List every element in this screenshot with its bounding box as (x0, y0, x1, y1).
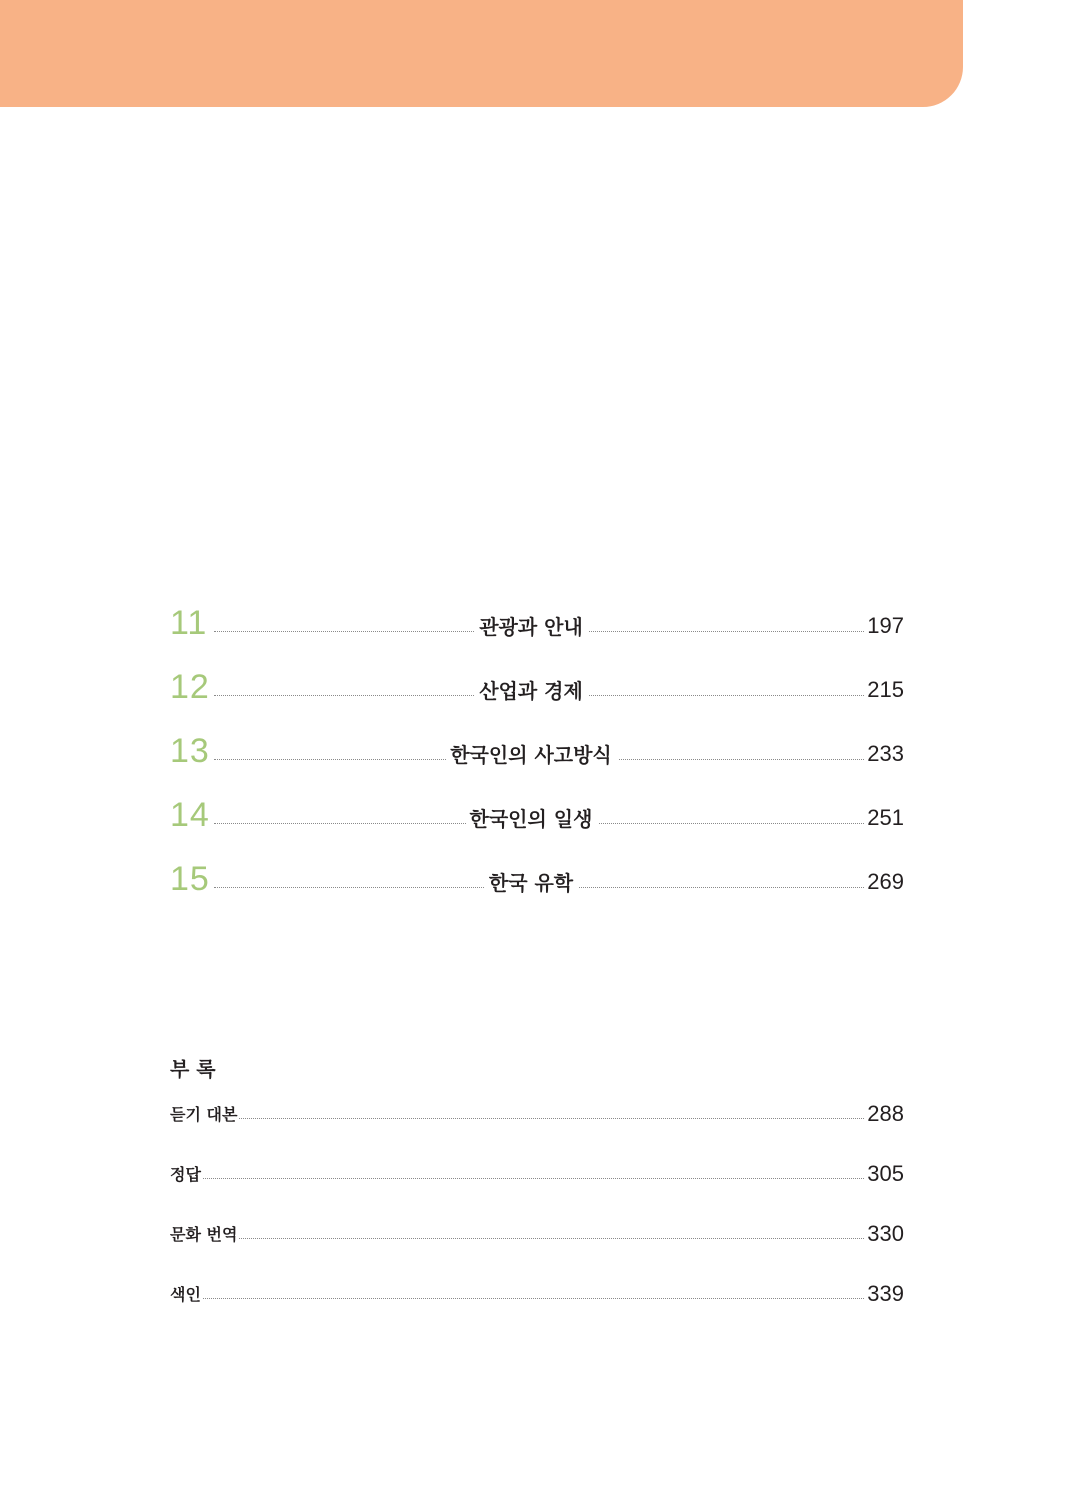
chapter-title: 한국인의 사고방식 (446, 743, 618, 767)
appendix-label: 문화 번역 (170, 1225, 238, 1244)
dot-leader (170, 1238, 864, 1239)
chapter-number: 15 (170, 860, 210, 898)
toc-chapter-11[interactable] (170, 600, 904, 640)
page-number: 330 (867, 1221, 904, 1246)
page-number: 269 (867, 869, 904, 894)
page-number: 251 (867, 805, 904, 830)
toc-appendix-item[interactable] (170, 1218, 904, 1246)
page-number: 233 (867, 741, 904, 766)
toc-appendix-item[interactable] (170, 1098, 904, 1126)
chapter-title: 관광과 안내 (475, 615, 589, 639)
chapter-title: 한국인의 일생 (466, 807, 599, 831)
appendix-label: 색인 (170, 1285, 201, 1304)
chapter-number: 14 (170, 796, 210, 834)
page-number: 288 (867, 1101, 904, 1126)
appendix-heading: 부 록 (170, 1057, 216, 1081)
toc-chapter-13[interactable] (170, 728, 904, 768)
toc-chapter-14[interactable] (170, 792, 904, 832)
chapter-title: 산업과 경제 (475, 679, 589, 703)
chapter-number: 11 (170, 604, 208, 642)
header-band (0, 0, 963, 107)
toc-chapter-15[interactable] (170, 856, 904, 896)
dot-leader (170, 1178, 864, 1179)
chapter-number: 13 (170, 732, 210, 770)
page-number: 305 (867, 1161, 904, 1186)
appendix-label: 듣기 대본 (170, 1105, 238, 1124)
dot-leader (170, 1298, 864, 1299)
toc-appendix-item[interactable] (170, 1278, 904, 1306)
toc-appendix-item[interactable] (170, 1158, 904, 1186)
page-number: 197 (867, 613, 904, 638)
chapter-number: 12 (170, 668, 210, 706)
page-number: 339 (867, 1281, 904, 1306)
page-number: 215 (867, 677, 904, 702)
chapter-title: 한국 유학 (485, 871, 579, 895)
toc-chapter-12[interactable] (170, 664, 904, 704)
appendix-label: 정답 (170, 1165, 201, 1184)
dot-leader (170, 1118, 864, 1119)
